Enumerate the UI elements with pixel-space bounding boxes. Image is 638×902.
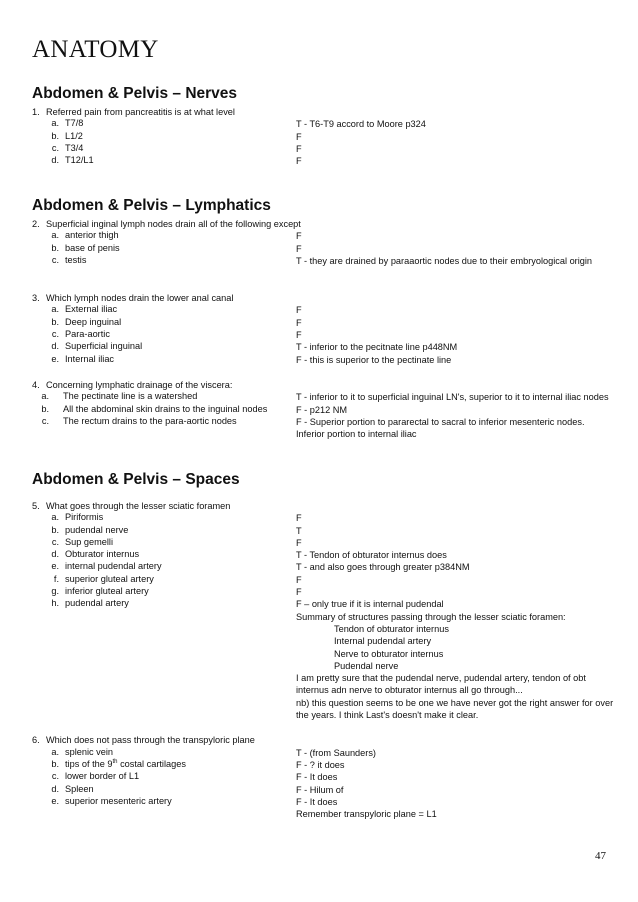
answer: T - T6-T9 accord to Moore p324 — [296, 119, 426, 130]
answer: F - It does — [296, 772, 338, 783]
option-row: b. base of penis F — [51, 242, 302, 254]
option-row: c. T3/4 F — [51, 142, 302, 154]
option-row: b. L1/2 F — [51, 130, 302, 142]
answer: nb) this question seems to be one we have never got the right answer for over — [296, 697, 614, 708]
option-row: b. All the abdominal skin drains to the inguinal nodes F - p212 NM — [41, 403, 348, 415]
option-row: e. superior mesenteric artery F - It does Remember transpyloric plane = L1 — [51, 795, 437, 820]
answer: F — [296, 243, 302, 254]
question-2 — [32, 218, 612, 267]
answer: F — [296, 231, 302, 242]
option-row: e. Internal iliac F - this is superior to the pectinate line — [51, 353, 452, 365]
answer-summary-item: Pudendal nerve — [334, 660, 399, 671]
answer: F — [296, 305, 302, 316]
answer: F — [296, 587, 302, 598]
answer: F – only true if it is internal pudendal — [296, 599, 444, 610]
answer: T - and also goes through greater p384NM — [296, 562, 470, 573]
question-3 — [32, 292, 612, 366]
answer: F — [296, 156, 302, 167]
section-heading: Abdomen & Pelvis – Spaces — [32, 471, 240, 488]
option-row: a. The pectinate line is a watershed T - inferior to it to superficial inguinal LN's, superior to it to internal iliac nodes — [41, 391, 609, 403]
question-4 — [32, 379, 612, 440]
option-row: d. T12/L1 F — [51, 155, 302, 167]
option-row: b. pudendal nerve T — [51, 524, 302, 536]
answer-summary-item: Nerve to obturator internus — [334, 648, 444, 659]
question-5 — [32, 500, 612, 721]
question-stem: 6. Which does not pass through the transpyloric plane — [32, 735, 255, 746]
answer: T - they are drained by paraaortic nodes due to their embryological origin — [296, 255, 593, 266]
answer: T — [296, 525, 302, 536]
section-nerves — [32, 82, 612, 167]
answer: F — [296, 574, 302, 585]
answer: F - this is superior to the pectinate line — [296, 354, 452, 365]
answer: internus adn nerve to obturator internus all go through... — [296, 685, 523, 696]
option-row: c. The rectum drains to the para-aortic nodes F - Superior portion to pararectal to sacral to inferior mesenteric nodes. Inferior portion to internal iliac — [41, 415, 585, 440]
answer: F — [296, 317, 302, 328]
answer-summary-item: Tendon of obturator internus — [334, 623, 449, 634]
option-row: a. anterior thigh F — [51, 230, 302, 242]
answer: T - inferior to it to superficial inguinal LN's, superior to it to internal iliac nodes — [296, 392, 609, 403]
section-heading: Abdomen & Pelvis – Lymphatics — [32, 197, 271, 214]
answer: F - p212 NM — [296, 404, 348, 415]
option-row: d. Obturator internus T - Tendon of obturator internus does — [51, 549, 447, 561]
option-row: a. T7/8 T - T6-T9 accord to Moore p324 — [51, 118, 426, 130]
section-lymphatics — [32, 194, 612, 440]
option-row: a. External iliac F — [51, 304, 302, 316]
answer: F — [296, 513, 302, 524]
option-row: c. Para-aortic F — [51, 329, 302, 341]
option-row: h. pudendal artery F – only true if it is internal pudendal Summary of structures passing through the lesser sciatic foramen: Tendon of obturator internus Internal pudendal artery Nerve to obturator internus Pudendal nerve I am pretty sure that the pudendal nerve, pudendal artery, tendon of obt internus adn nerve to obturator internus all go through... nb) this question seems to be one we have never got the right answer for over the years. I think Last's doesn't make it clear. — [51, 598, 614, 721]
answer: T - inferior to the pecitnate line p448NM — [296, 342, 458, 353]
question-stem: 2. Superficial inginal lymph nodes drain all of the following except — [32, 219, 301, 229]
answer: F — [296, 330, 302, 341]
document-title: ANATOMY — [32, 36, 159, 63]
question-stem: 5. What goes through the lesser sciatic foramen — [32, 501, 231, 511]
question-6 — [32, 734, 612, 820]
answer: T - Tendon of obturator internus does — [296, 550, 447, 561]
question-stem: 1. Referred pain from pancreatitis is at what level — [32, 107, 235, 117]
section-heading: Abdomen & Pelvis – Nerves — [32, 85, 238, 102]
answer: Inferior portion to internal iliac — [296, 429, 417, 440]
answer: Remember transpyloric plane = L1 — [296, 809, 437, 820]
answer-summary-item: Internal pudendal artery — [334, 636, 432, 647]
section-spaces — [32, 468, 612, 820]
answer: I am pretty sure that the pudendal nerve, pudendal artery, tendon of obt — [296, 673, 586, 684]
answer: F — [296, 537, 302, 548]
option-row: b. tips of the 9th costal cartilages F - ? it does — [51, 758, 345, 770]
question-stem: 3. Which lymph nodes drain the lower anal canal — [32, 293, 234, 304]
option-row: d. Superficial inguinal T - inferior to the pecitnate line p448NM — [51, 341, 458, 353]
option-row: c. Sup gemelli F — [51, 536, 302, 548]
answer: F - Hilum of — [296, 784, 344, 795]
answer: the years. I think Last's doesn't make it clear. — [296, 710, 479, 721]
option-row: c. testis T - they are drained by paraaortic nodes due to their embryological origin — [51, 254, 593, 266]
page-number: 47 — [595, 850, 606, 862]
option-row: g. inferior gluteal artery F — [51, 586, 302, 598]
answer: F - ? it does — [296, 759, 345, 770]
option-row: a. Piriformis F — [51, 512, 302, 524]
option-row: c. lower border of L1 F - It does — [51, 771, 338, 783]
answer: F — [296, 143, 302, 154]
answer: F — [296, 131, 302, 142]
question-stem: 4. Concerning lymphatic drainage of the viscera: — [32, 379, 233, 390]
option-row: f. superior gluteal artery F — [53, 573, 302, 585]
answer: F - Superior portion to pararectal to sacral to inferior mesenteric nodes. — [296, 416, 585, 427]
answer: F - It does — [296, 796, 338, 807]
answer: Summary of structures passing through the lesser sciatic foramen: — [296, 611, 566, 622]
option-row: d. Spleen F - Hilum of — [51, 783, 344, 795]
answer: T - (from Saunders) — [296, 747, 376, 758]
option-row: b. Deep inguinal F — [51, 316, 302, 328]
question-1 — [32, 106, 612, 167]
option-row: a. splenic vein T - (from Saunders) — [51, 746, 376, 758]
answer-block — [296, 598, 613, 721]
option-row: e. internal pudendal artery T - and also goes through greater p384NM — [51, 561, 470, 573]
